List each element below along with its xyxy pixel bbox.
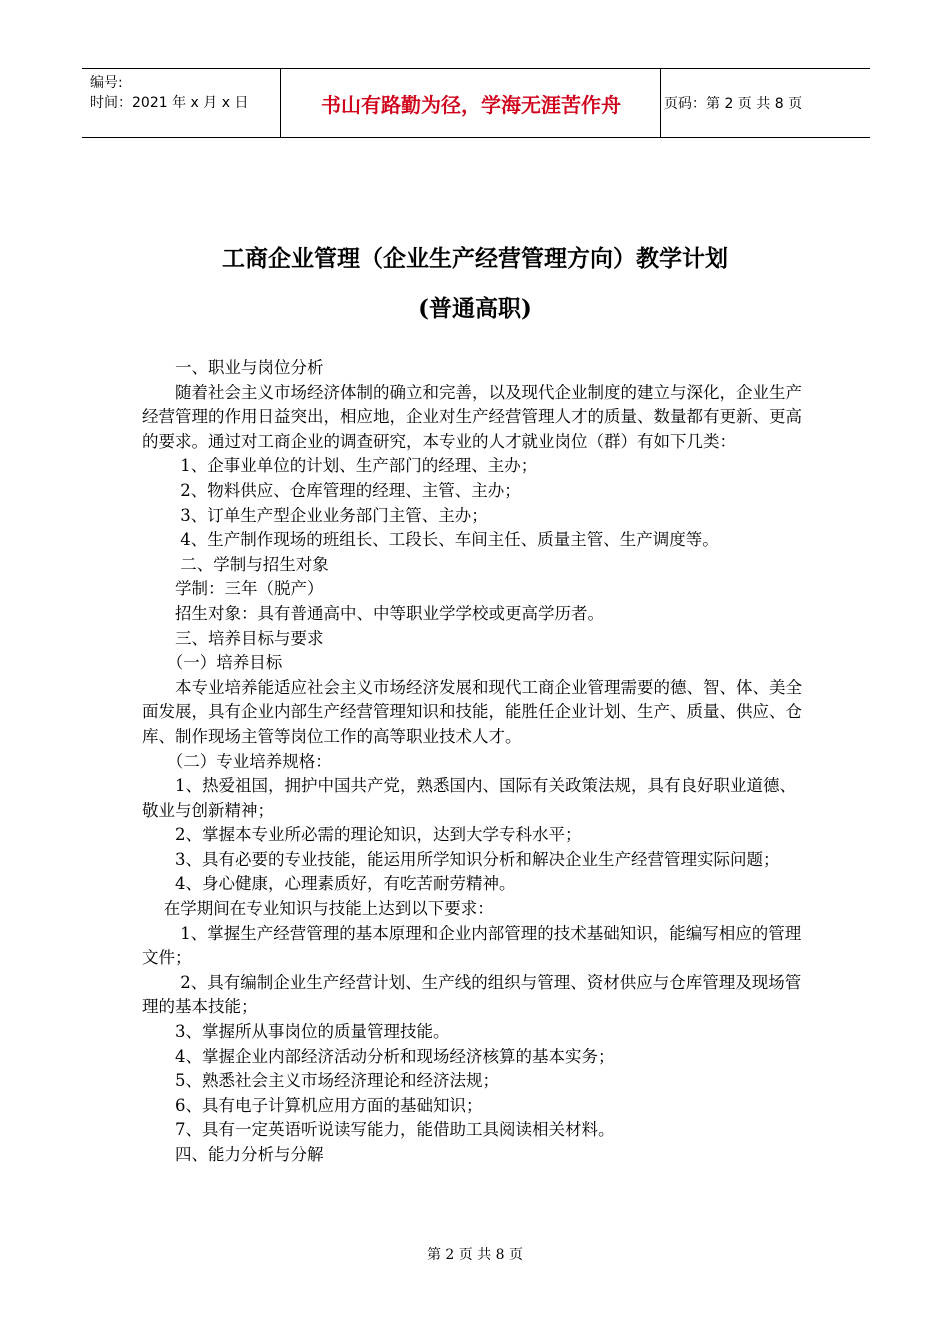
body-paragraph: （二）专业培养规格： [142,751,332,771]
body-paragraph: 本专业培养能适应社会主义市场经济发展和现代工商企业管理需要的德、智、体、美全面发展，具有企业内部生产经营管理知识和技能，能胜任企业计划、生产、质量、供应、仓库、制作现场主管等岗位工作的高等职业技术人才。 [142,677,802,746]
body-paragraph: 2、掌握本专业所必需的理论知识，达到大学专科水平； [142,825,582,845]
body-paragraph: 在学期间在专业知识与技能上达到以下要求： [142,899,494,919]
body-paragraph: 4、身心健康，心理素质好，有吃苦耐劳精神。 [142,874,516,894]
header-motto: 书山有路勤为径，学海无涯苦作舟 [321,92,621,117]
body-paragraph: 一、职业与岗位分析 [142,358,324,377]
body-paragraph: 2、物料供应、仓库管理的经理、主管、主办； [142,480,521,500]
body-paragraph: 二、学制与招生对象 [142,554,329,574]
page-header [82,68,870,138]
document-title: 工商企业管理（企业生产经营管理方向）教学计划 [222,245,728,272]
header-divider [280,69,281,137]
document-subtitle: (普通高职) [418,295,532,322]
page-footer: 第 2 页 共 8 页 [426,1247,524,1263]
body-paragraph: 随着社会主义市场经济体制的确立和完善，以及现代企业制度的建立与深化，企业生产经营管理的作用日益突出，相应地，企业对生产经营管理人才的质量、数量都有更新、更高的要求。通过对工商企业的调查研究，本专业的人才就业岗位（群）有如下几类： [142,382,802,451]
header-left-cell [90,73,280,113]
body-paragraph: 4、掌握企业内部经济活动分析和现场经济核算的基本实务； [142,1046,615,1066]
body-paragraph: 学制：三年（脱产） [142,579,324,599]
header-page-label: 页码：第 2 页 共 8 页 [664,96,803,112]
body-paragraph: 3、订单生产型企业业务部门主管、主办； [142,505,488,525]
body-paragraph: 1、企事业单位的计划、生产部门的经理、主办； [142,456,538,476]
body-paragraph: 2、具有编制企业生产经营计划、生产线的组织与管理、资材供应与仓库管理及现场管理的基本技能； [142,972,802,1017]
document-number-label: 编号: [90,75,123,91]
header-divider [660,69,661,137]
body-paragraph: 1、掌握生产经营管理的基本原理和企业内部管理的技术基础知识，能编写相应的管理文件； [142,923,802,968]
body-paragraph: 3、具有必要的专业技能，能运用所学知识分析和解决企业生产经营管理实际问题； [142,849,780,869]
body-paragraph: 6、具有电子计算机应用方面的基础知识； [142,1095,483,1115]
body-paragraph: 7、具有一定英语听说读写能力，能借助工具阅读相关材料。 [142,1120,615,1140]
body-paragraph: 三、培养目标与要求 [142,628,324,648]
body-paragraph: 3、掌握所从事岗位的质量管理技能。 [142,1022,450,1042]
document-body [142,356,810,1168]
body-paragraph: 5、熟悉社会主义市场经济理论和经济法规； [142,1071,499,1091]
body-paragraph: 4、生产制作现场的班组长、工段长、车间主任、质量主管、生产调度等。 [142,530,719,550]
body-paragraph: 四、能力分析与分解 [142,1145,324,1164]
body-paragraph: （一）培养目标 [142,653,283,673]
body-paragraph: 1、热爱祖国，拥护中国共产党，熟悉国内、国际有关政策法规，具有良好职业道德、敬业与创新精神； [142,776,796,820]
document-date-label: 时间：2021 年 x 月 x 日 [90,95,249,111]
body-paragraph: 招生对象：具有普通高中、中等职业学学校或更高学历者。 [142,603,604,623]
